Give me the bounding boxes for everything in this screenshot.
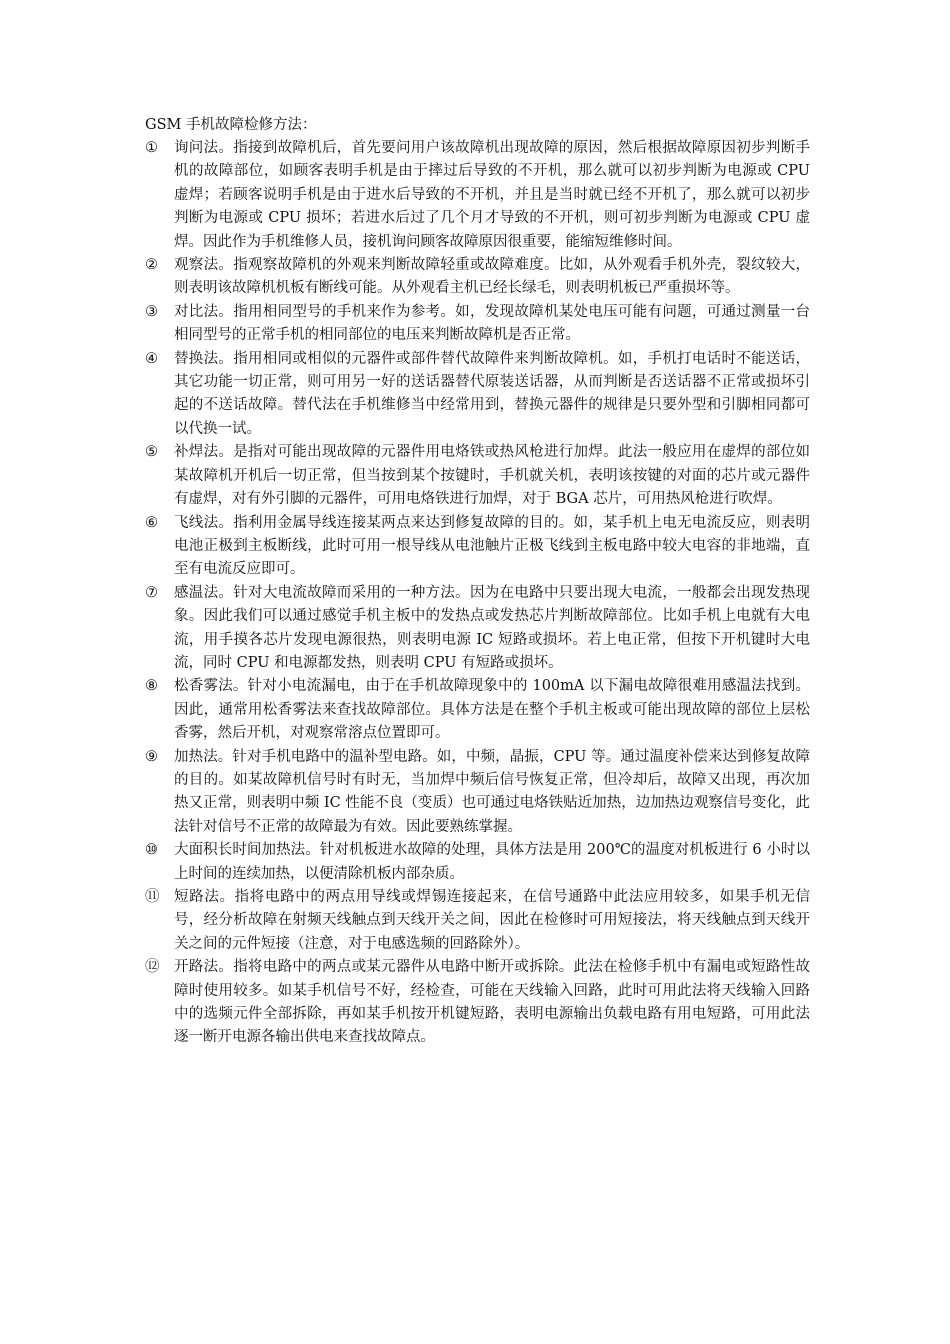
method-item bbox=[145, 839, 810, 886]
method-item bbox=[145, 137, 810, 254]
method-item bbox=[145, 348, 810, 442]
item-text: 询问法。指接到故障机后，首先要问用户该故障机出现故障的原因，然后根据故障原因初步判断手机的故障部位，如顾客表明手机是由于摔过后导致的不开机，那么就可以初步判断为电源或 CPU 虚焊；若顾客说明手机是由于进水后导致的不开机，并且是当时就已经不开机了，那么就可以初步判断为电源或 CPU 损坏；若进水后过了几个月才导致的不开机，则可初步判断为电源或 CPU 虚焊。因此作为手机维修人员，接机询问顾客故障原因很重要，能缩短维修时间。 bbox=[174, 140, 810, 250]
item-text: 观察法。指观察故障机的外观来判断故障轻重或故障难度。比如，从外观看手机外壳，裂纹较大，则表明该故障机机板有断线可能。从外观看主机已经长绿毛，则表明机板已严重损坏等。 bbox=[174, 257, 810, 297]
item-number: ⑩ bbox=[145, 842, 158, 859]
method-item bbox=[145, 301, 810, 348]
item-text: 对比法。指用相同型号的手机来作为参考。如，发现故障机某处电压可能有问题，可通过测量一台相同型号的正常手机的相同部位的电压来判断故障机是否正常。 bbox=[174, 303, 810, 344]
item-text: 补焊法。是指对可能出现故障的元器件用电烙铁或热风枪进行加焊。此法一般应用在虚焊的部位如某故障机开机后一切正常，但当按到某个按键时，手机就关机，表明该按键的对面的芯片或元器件有虚焊，对有外引脚的元器件，可用电烙铁进行加焊，对于 BGA 芯片，可用热风枪进行吹焊。 bbox=[174, 444, 810, 508]
method-item bbox=[145, 886, 810, 956]
item-number: ③ bbox=[145, 303, 158, 320]
item-number: ④ bbox=[145, 350, 158, 367]
item-text: 感温法。针对大电流故障而采用的一种方法。因为在电路中只要出现大电流，一般都会出现发热现象。因此我们可以通过感觉手机主板中的发热点或发热芯片判断故障部位。比如手机上电就有大电流，用手摸各芯片发现电源很热，则表明电源 IC 短路或损坏。若上电正常，但按下开机键时大电流，同时 CPU 和电源都发热，则表明 CPU 有短路或损坏。 bbox=[174, 584, 810, 671]
document-title: GSM 手机故障检修方法： bbox=[145, 117, 317, 133]
item-text: 开路法。指将电路中的两点或某元器件从电路中断开或拆除。此法在检修手机中有漏电或短路性故障时使用较多。如某手机信号不好，经检查，可能在天线输入回路，此时可用此法将天线输入回路中的选频元件全部拆除，再如某手机按开机键短路，表明电源输出负载电路有用电短路，可用此法逐一断开电源各输出供电来查找故障点。 bbox=[174, 959, 810, 1046]
item-number: ⑫ bbox=[145, 959, 160, 976]
document-body bbox=[145, 113, 810, 1050]
method-item bbox=[145, 441, 810, 511]
item-number: ⑧ bbox=[145, 678, 158, 695]
method-item bbox=[145, 512, 810, 582]
method-item bbox=[145, 956, 810, 1050]
method-list bbox=[145, 137, 810, 1050]
method-item bbox=[145, 746, 810, 840]
item-text: 大面积长时间加热法。针对机板进水故障的处理，具体方法是用 200℃的温度对机板进行 6 小时以上时间的连续加热，以便清除机板内部杂质。 bbox=[174, 842, 810, 882]
item-text: 短路法。指将电路中的两点用导线或焊锡连接起来，在信号通路中此法应用较多，如果手机无信号，经分析故障在射频天线触点到天线开关之间，因此在检修时可用短接法，将天线触点到天线开关之间的元件短接（注意，对于电感选频的回路除外）。 bbox=[174, 889, 810, 952]
item-number: ⑤ bbox=[145, 444, 158, 461]
item-number: ② bbox=[145, 257, 158, 274]
item-number: ⑪ bbox=[145, 889, 160, 905]
method-item bbox=[145, 675, 810, 745]
method-item bbox=[145, 254, 810, 301]
item-number: ① bbox=[145, 140, 158, 156]
item-text: 替换法。指用相同或相似的元器件或部件替代故障件来判断故障机。如，手机打电话时不能送话，其它功能一切正常，则可用另一好的送话器替代原装送话器，从而判断是否送话器不正常或损坏引起的不送话故障。替代法在手机维修当中经常用到，替换元器件的规律是只要外型和引脚相同都可以代换一试。 bbox=[174, 350, 810, 437]
item-text: 加热法。针对手机电路中的温补型电路。如，中频，晶振，CPU 等。通过温度补偿来达到修复故障的目的。如某故障机信号时有时无，当加焊中频后信号恢复正常，但冷却后，故障又出现，再次加热又正常，则表明中频 IC 性能不良（变质）也可通过电烙铁贴近加热，边加热边观察信号变化，此法针对信号不正常的故障最为有效。因此要熟练掌握。 bbox=[174, 748, 810, 835]
item-number: ⑨ bbox=[145, 748, 158, 765]
item-number: ⑦ bbox=[145, 584, 158, 601]
item-text: 松香雾法。针对小电流漏电，由于在手机故障现象中的 100mA 以下漏电故障很难用感温法找到。因此，通常用松香雾法来查找故障部位。具体方法是在整个手机主板或可能出现故障的部位上层松香雾，然后开机，对观察常溶点位置即可。 bbox=[174, 678, 810, 742]
item-number: ⑥ bbox=[145, 514, 158, 531]
item-text: 飞线法。指利用金属导线连接某两点来达到修复故障的目的。如，某手机上电无电流反应，则表明电池正极到主板断线，此时可用一根导线从电池触片正极飞线到主板电路中较大电容的非地端，直至有电流反应即可。 bbox=[174, 514, 810, 578]
method-item bbox=[145, 582, 810, 676]
